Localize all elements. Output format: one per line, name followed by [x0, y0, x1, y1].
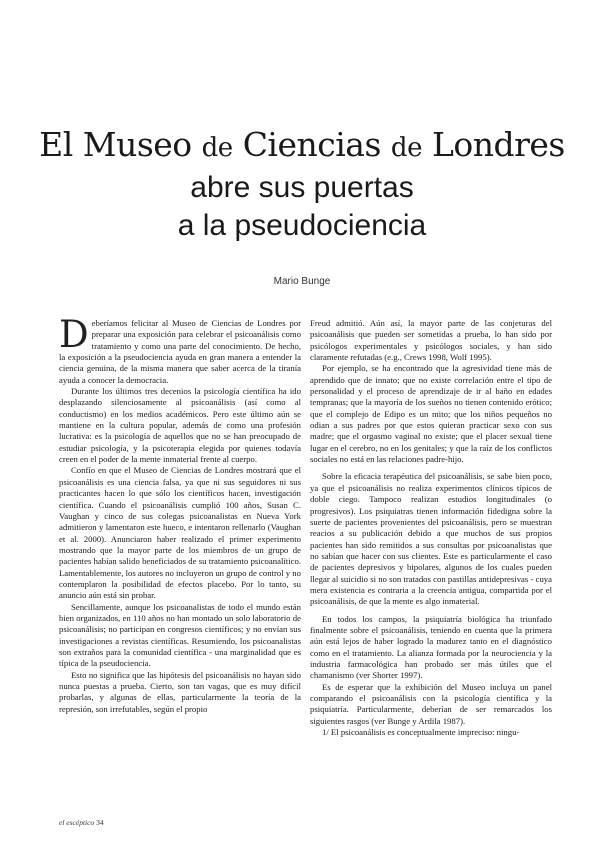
- article-title: [0, 124, 604, 245]
- paragraph: Confío en que el Museo de Ciencias de Londres mostrará que el psicoanálisis es una ciencia falsa, ya que ni sus seguidores ni sus practicantes hacen lo que sólo los científicos hacen, investigación científica. Cuando el psicoanálisis cumplió 100 años, Susan C. Vaughan y cinco de sus colegas psicoanalistas en Nueva York admitieron y lamentaron este hueco, e intentaron rellenarlo (Vaughan et al. 2000). Anunciaron haber realizado el primer experimento mostrando que la mayor parte de los miembros de un grupo de pacientes habían salido beneficiados de su tratamiento psicoanalítico. Lamentablemente, los autores no incluyeron un grupo de control y no contemplaron la posibilidad de efectos placebo. Por lo tanto, su anuncio aún está sin probar.: [59, 465, 301, 601]
- magazine-name: el escéptico: [59, 818, 95, 827]
- left-column: [59, 313, 301, 715]
- paragraph: En todos los campos, la psiquiatría biológica ha triunfado finalmente sobre el psicoanálisis, teniendo en cuenta que la primera aún está lejos de haber logrado la madurez tanto en el diagnóstico como en el tratamiento. La alianza formada por la neurociencia y la industria farmacológica han probado ser más útiles que el chamanismo (ver Shorter 1997).: [310, 613, 552, 681]
- drop-cap: D: [59, 313, 89, 356]
- paragraph: 1/ El psicoanálisis es conceptualmente impreciso: ningu-: [322, 727, 520, 738]
- paragraph: Freud admitió. Aún así, la mayor parte de las conjeturas del psicoanálisis que pueden ser sometidas a prueba, lo han sido por psicólogos experimentales y psicólogos sociales, y han sido claramente refutadas (e.g., Crews 1998, Wolf 1995).: [310, 318, 552, 363]
- paragraph: Esto no significa que las hipótesis del psicoanálisis no hayan sido nunca puestas a prueba. Cierto, son tan vagas, que es muy difícil probarlas, y algunas de ellas, particularmente la teoría de la represión, son irrefutables, según el propio: [59, 669, 301, 714]
- paragraph: Durante los últimos tres decenios la psicología científica ha ido desplazando silenciosamente al psicoanálisis (así como al conductismo) en los medios académicos. Pero este último aún se mantiene en la cultura popular, además de como una profesión lucrativa: es la psicología de aquellos que no se han preocupado de estudiar psicología, y la psicoterapia elegida por quienes todavía creen en el poder de la mente inmaterial frente al cuerpo.: [59, 386, 301, 465]
- paragraph: Por ejemplo, se ha encontrado que la agresividad tiene más de aprendido que de innato; que no existe correlación entre el tipo de personalidad y el proceso de aprendizaje de ir al baño en edades tempranas; que la mayoría de los sueños no tienen contenido erótico; que el complejo de Edipo es un mito; que los niños pequeños no odian a sus padres por que estos quieran practicar sexo con sus madre; que el orgasmo vaginal no existe; que el placer sexual tiene lugar en el cerebro, no en los genitales; y que la raíz de los conflictos sociales no está en las relaciones padre-hijo.: [310, 363, 552, 465]
- right-column: [310, 318, 552, 738]
- page-number: 34: [96, 818, 104, 827]
- author-name: Mario Bunge: [273, 276, 331, 287]
- title-line-3: a la pseudociencia: [177, 209, 427, 242]
- paragraph: Es de esperar que la exhibición del Museo incluya un panel comparando el psicoanálisis con la psicología científica y la psiquiatría. Particularmente, deberían de ser remarcados los siguientes rasgos (ver Bunge y Ardila 1987).: [310, 681, 552, 726]
- page-footer: [59, 818, 104, 827]
- title-line-2: abre sus puertas: [190, 171, 414, 204]
- title-line-1: El Museo de Ciencias de Londres: [39, 125, 565, 164]
- paragraph: Deberíamos felicitar al Museo de Ciencias de Londres por preparar una exposición para celebrar el psicoanálisis como tratamiento y como una parte del conocimiento. De hecho, la exposición a la pseudociencia ayuda en gran manera a entender la ciencia genuina, de la misma manera que saber acerca de la tiranía ayuda a conocer la democracia.: [59, 313, 301, 385]
- paragraph: Sobre la eficacia terapéutica del psicoanálisis, se sabe bien poco, ya que el psicoanálisis no realiza experimentos clínicos típicos de doble ciego. Tampoco realizan estudios longitudinales (o progresivos). Los psiquiatras tienen información fidedigna sobre la suerte de pacientes provenientes del psicoanálisis, pero se muestran reacios a su publicación debido a que muchos de sus propios pacientes han sido remitidos a sus consultas por psicoanalistas que no sabían que hacer con sus clientes. Este es particularmente el caso de pacientes depresivos y bipolares, algunos de los cuales pueden llegar al suicidio si no son tratados con pastillas antidepresivas - cuya mera existencia es contraria a la creencia antigua, compartida por el psicoanálisis, de que la mente es algo inmaterial.: [310, 471, 552, 607]
- paragraph: Sencillamente, aunque los psicoanalistas de todo el mundo están bien organizados, en 110 años no han montado un solo laboratorio de psicoanálisis; no participan en congresos científicos; y no envían sus investigaciones a revistas científicas. Resumiendo, los psicoanalistas son extraños para la comunidad científica - una marginalidad que es típica de la pseudociencia.: [59, 601, 301, 669]
